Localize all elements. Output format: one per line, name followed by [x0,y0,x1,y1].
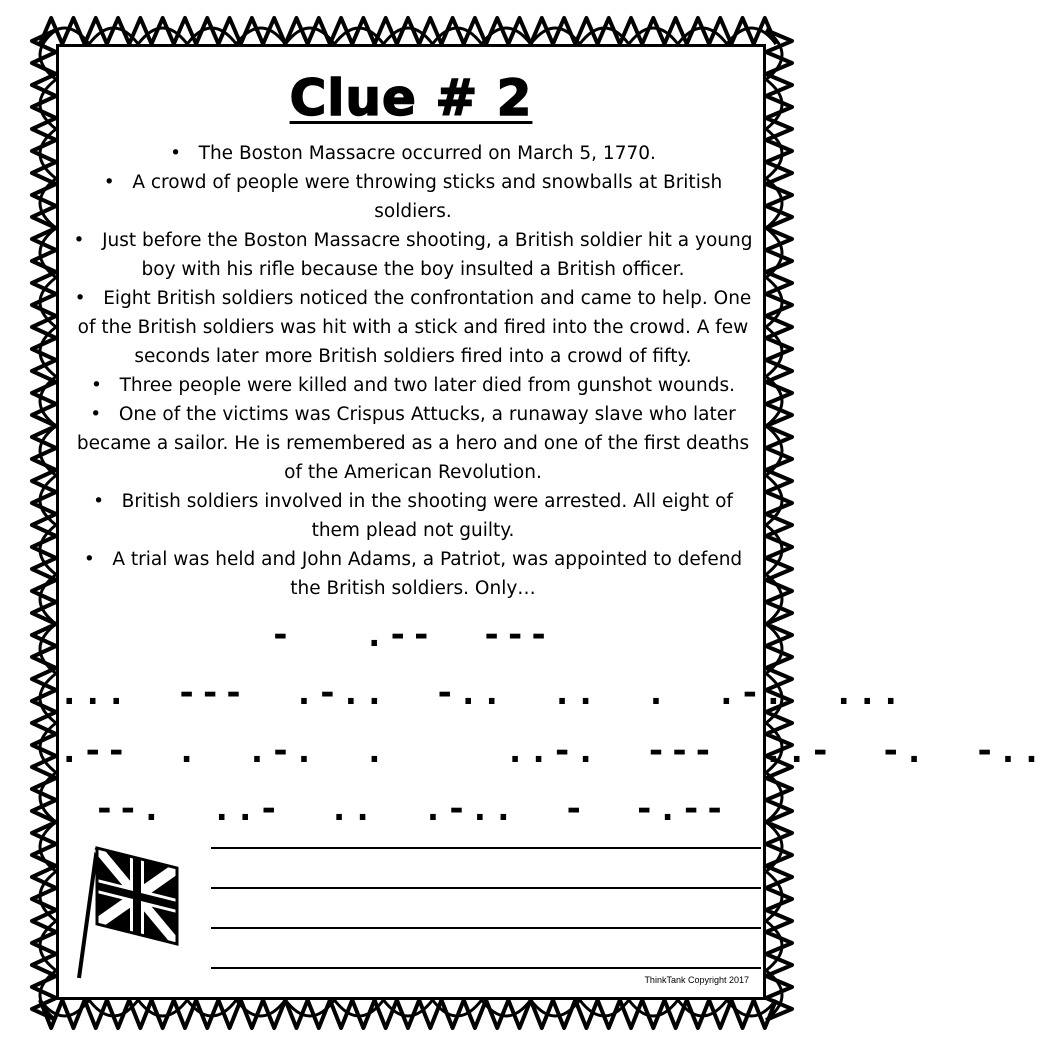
answer-line[interactable] [211,847,761,849]
answer-line[interactable] [211,927,761,929]
answer-line[interactable] [211,887,761,889]
clue-item: • British soldiers involved in the shooting were arrested. All eight of them plead not guilty. [73,487,753,545]
clue-item: • Eight British soldiers noticed the confrontation and came to help. One of the British soldiers was hit with a stick and fired into the crowd. A few seconds later more British soldiers fired into a crowd of fifty. [73,284,753,371]
morse-code-line: - .-- --- [270,615,552,655]
clue-item: • The Boston Massacre occurred on March 5, 1770. [73,139,753,168]
clue-item: • Three people were killed and two later died from gunshot wounds. [73,371,753,400]
clue-item: • Just before the Boston Massacre shooting, a British soldier hit a young boy with his rifle because the boy insulted a British officer. [73,226,753,284]
clue-item: • A trial was held and John Adams, a Patriot, was appointed to defend the British soldiers. Only… [73,545,753,603]
clue-item: • One of the victims was Crispus Attucks, a runaway slave who later became a sailor. He is remembered as a hero and one of the first deaths of the American Revolution. [73,400,753,487]
page-title: Clue # 2 [289,69,533,127]
clue-item: • A crowd of people were throwing sticks and snowballs at British soldiers. [73,168,753,226]
clue-list [73,139,753,603]
copyright-text: ThinkTank Copyright 2017 [644,975,749,985]
morse-code-line: --. ..- .. .-.. - -.-- [94,789,728,829]
morse-code-line: .-- . .-. . ..-. --- ..- -. -.. [59,731,1045,771]
worksheet-frame [56,44,1045,1000]
answer-line[interactable] [211,967,761,969]
morse-code-line: ... --- .-.. -.. .. . .-. ... [59,673,904,713]
union-jack-flag-icon [75,842,185,982]
